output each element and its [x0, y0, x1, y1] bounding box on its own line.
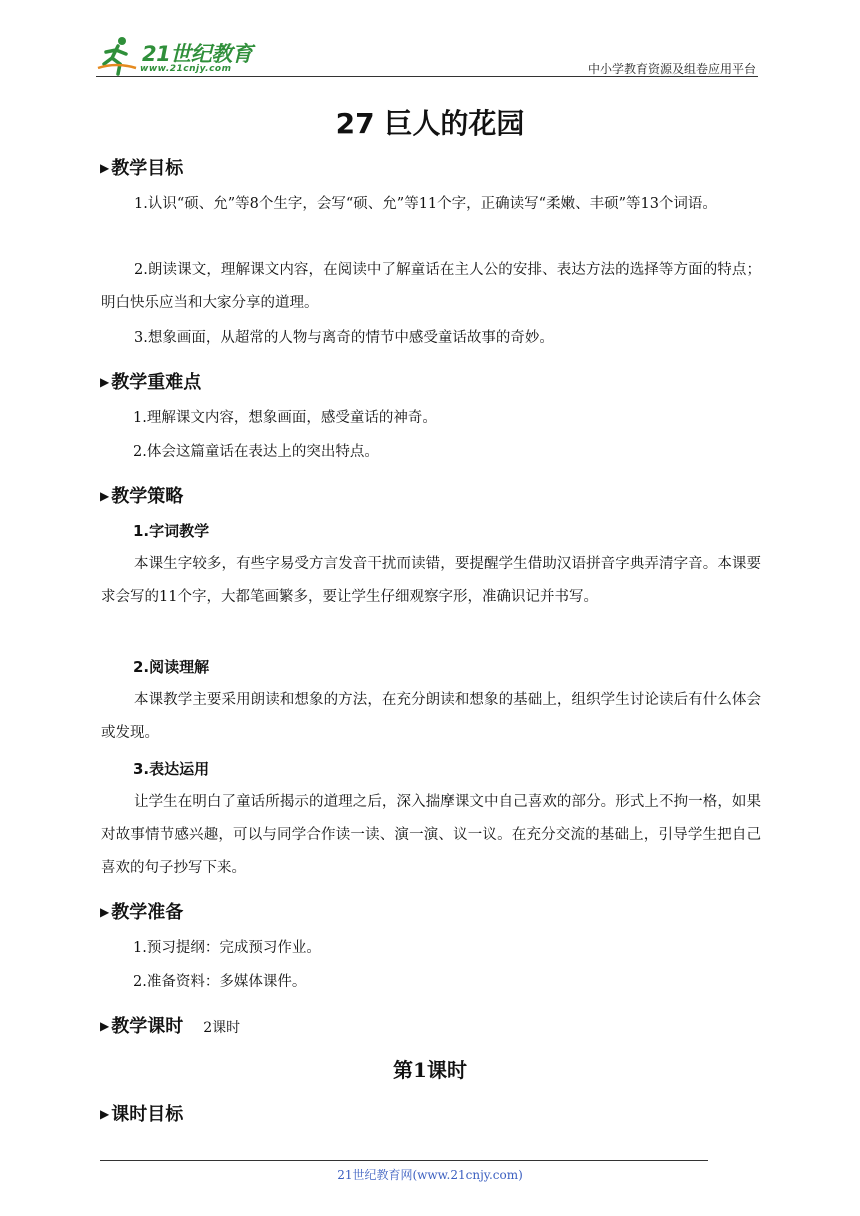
goals-heading: ▶ 教学目标	[100, 158, 184, 179]
key-points-heading: ▶ 教学重难点	[100, 372, 202, 393]
footer-link[interactable]: 21世纪教育网(www.21cnjy.com)	[337, 1168, 523, 1182]
prep-heading: ▶ 教学准备	[100, 902, 184, 923]
strategy-3-text: 让学生在明白了童话所揭示的道理之后，深入揣摩课文中自己喜欢的部分。形式上不拘一格，如果对故事情节感兴趣，可以与同学合作读一读、演一演、议一议。在充分交流的基础上，引导学生把自己喜欢的句子抄写下来。	[101, 794, 761, 876]
lesson-1-title: 第1课时	[393, 1058, 467, 1082]
header-divider	[96, 76, 758, 77]
triangle-icon: ▶	[100, 1107, 110, 1121]
key-point-1: 1.理解课文内容，想象画面，感受童话的神奇。	[133, 410, 437, 426]
hours-heading: ▶ 教学课时 2课时	[100, 1016, 241, 1037]
strategy-1-title: 1.字词教学	[133, 522, 210, 540]
platform-label: 中小学教育资源及组卷应用平台	[587, 62, 756, 76]
prep-1: 1.预习提纲：完成预习作业。	[133, 940, 321, 956]
triangle-icon: ▶	[100, 489, 110, 503]
triangle-icon: ▶	[100, 161, 110, 175]
strategy-2-title: 2.阅读理解	[133, 658, 210, 676]
page-header	[96, 30, 758, 78]
logo-url: www.21cnjy.com	[140, 64, 232, 74]
key-point-2: 2.体会这篇童话在表达上的突出特点。	[133, 444, 379, 460]
goal-1: 1.认识“硕、允”等8个生字，会写“硕、允”等11个字，正确读写“柔嫩、丰硕”等13个词语。	[134, 196, 717, 212]
hours-value: 2课时	[203, 1020, 241, 1036]
footer-divider	[100, 1160, 708, 1161]
site-logo[interactable]	[96, 34, 266, 78]
goal-3: 3.想象画面，从超常的人物与离奇的情节中感受童话故事的奇妙。	[134, 330, 554, 346]
prep-2: 2.准备资料：多媒体课件。	[133, 974, 307, 990]
page-title: 27 巨人的花园	[335, 107, 525, 140]
strategy-2-text: 本课教学主要采用朗读和想象的方法，在充分朗读和想象的基础上，组织学生讨论读后有什么体会或发现。	[101, 692, 761, 741]
logo-text: 21世纪教育	[142, 42, 253, 66]
triangle-icon: ▶	[100, 1019, 110, 1033]
lesson-goals-heading: ▶ 课时目标	[100, 1104, 184, 1125]
strategy-3-title: 3.表达运用	[133, 760, 210, 778]
strategy-1-text: 本课生字较多，有些字易受方言发音干扰而读错，要提醒学生借助汉语拼音字典弄清字音。本课要求会写的11个字，大都笔画繁多，要让学生仔细观察字形，准确识记并书写。	[101, 556, 761, 605]
runner-icon	[96, 34, 140, 78]
strategy-heading: ▶ 教学策略	[100, 486, 184, 507]
goal-2: 2.朗读课文，理解课文内容，在阅读中了解童话在主人公的安排、表达方法的选择等方面的特点；明白快乐应当和大家分享的道理。	[101, 262, 761, 311]
triangle-icon: ▶	[100, 905, 110, 919]
triangle-icon: ▶	[100, 375, 110, 389]
